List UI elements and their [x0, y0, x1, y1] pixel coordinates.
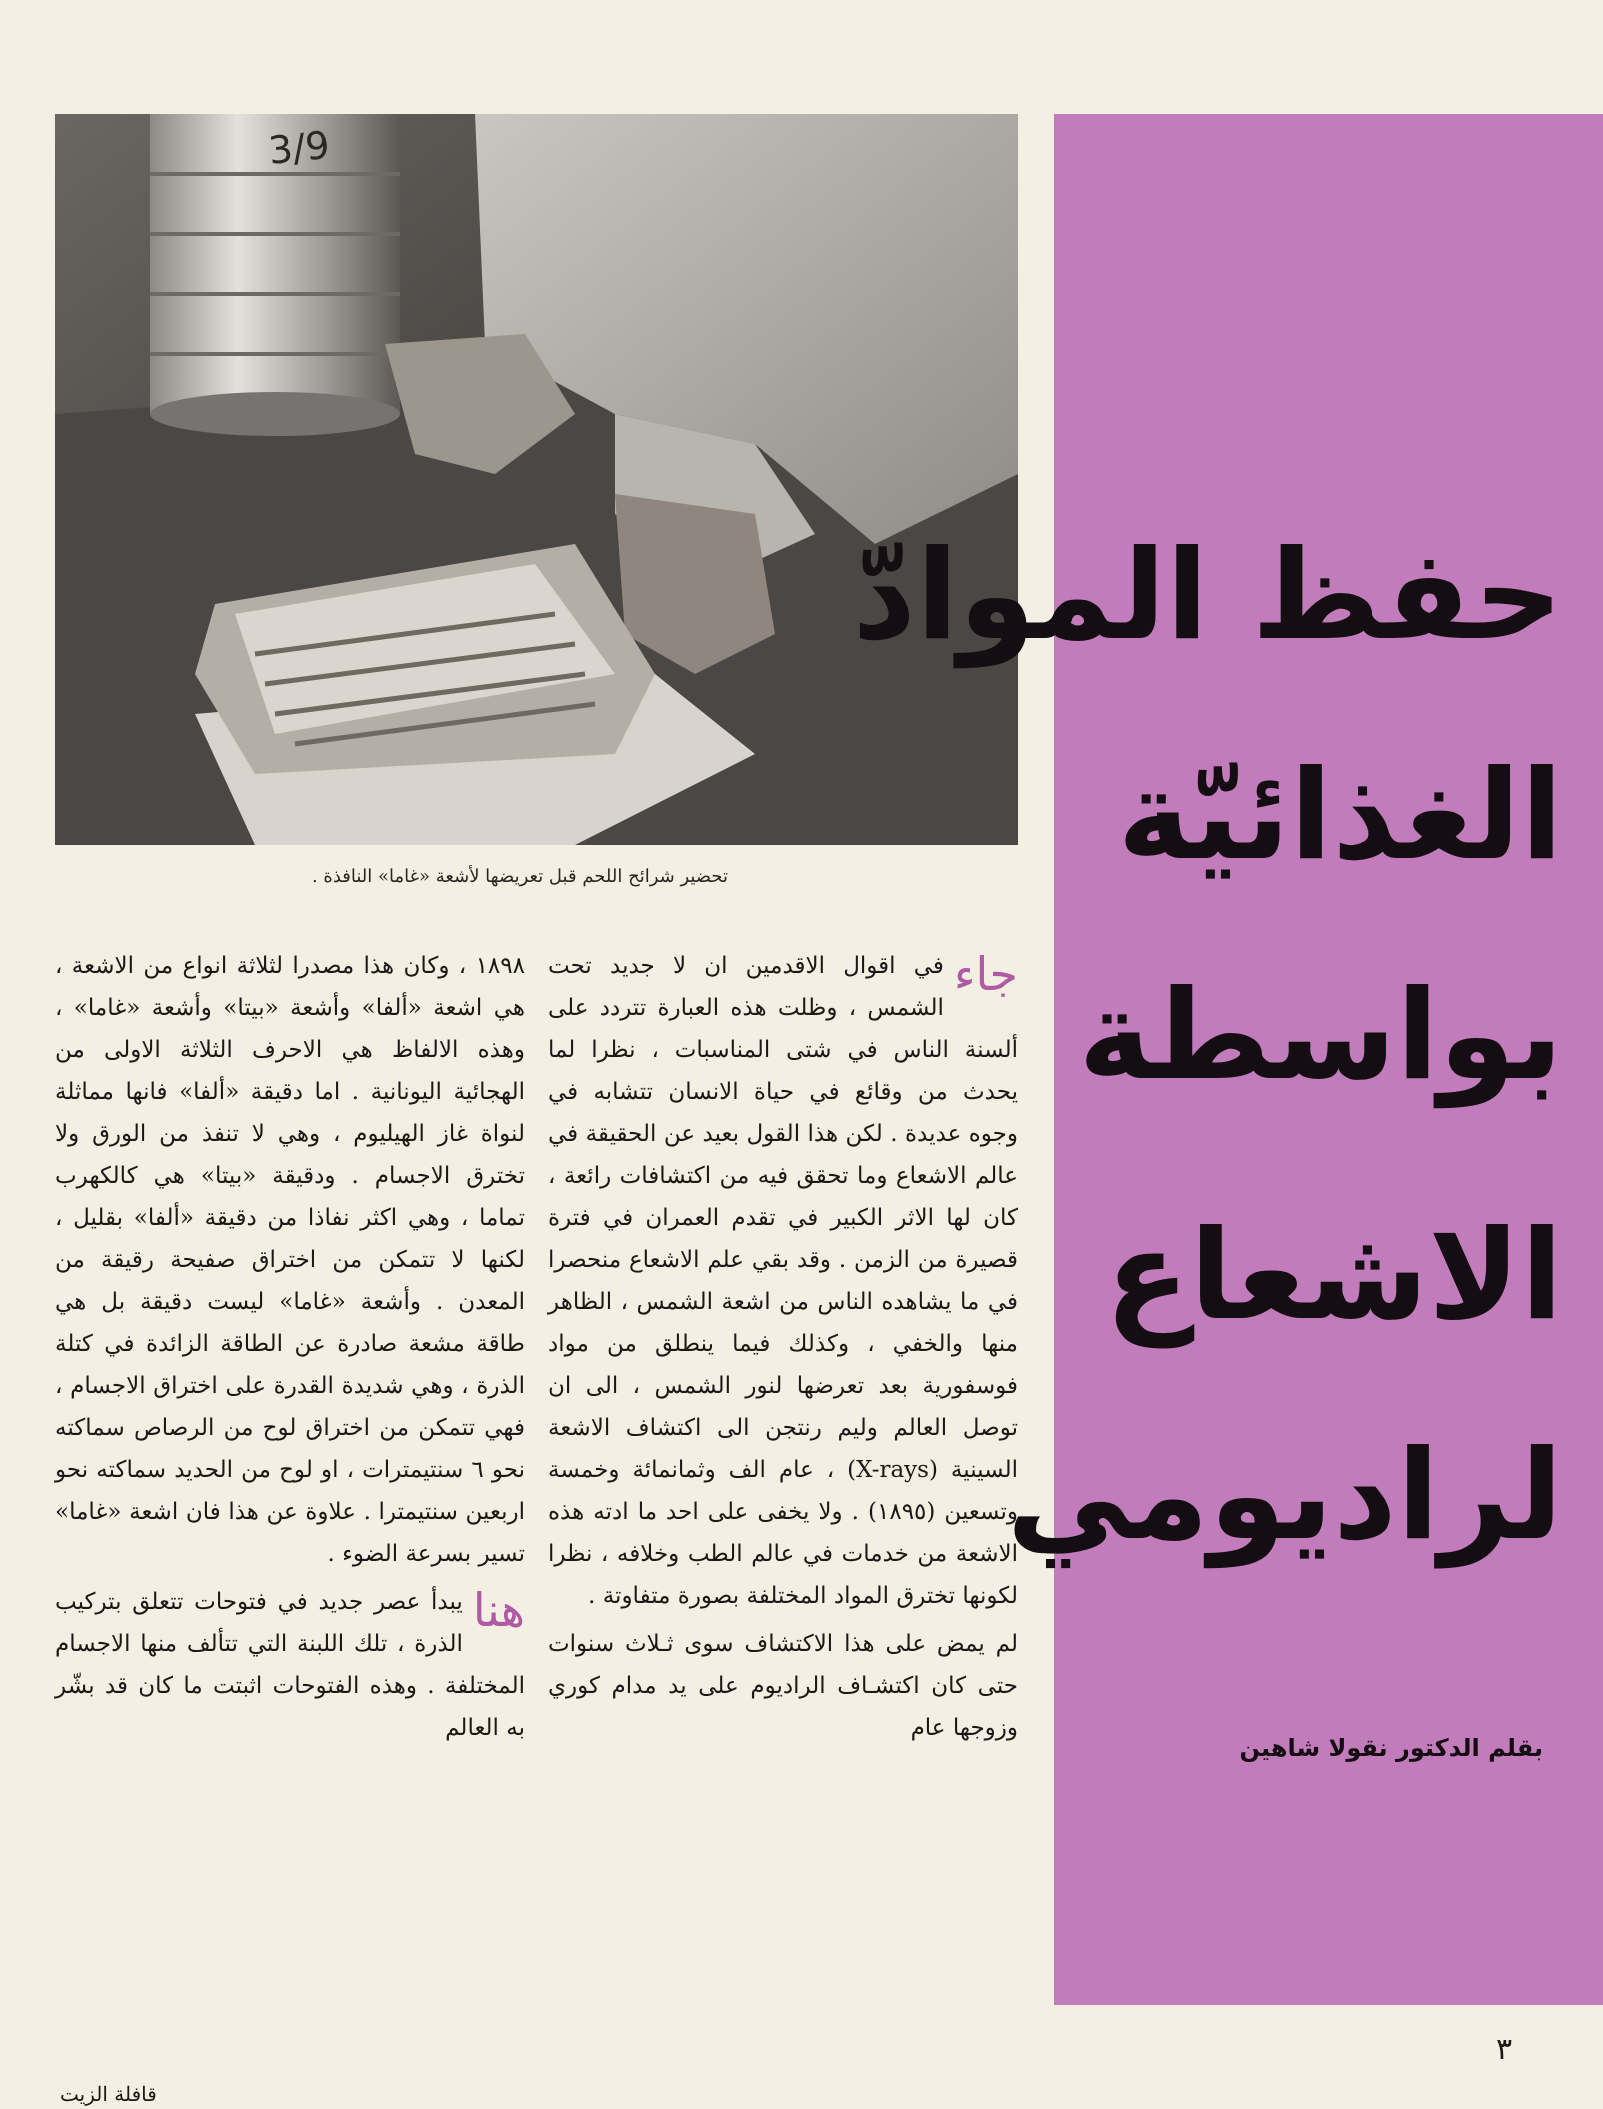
drop-word: هنا	[472, 1583, 525, 1637]
page-number: ٣	[1496, 2032, 1513, 2067]
author-byline: بقلم الدكتور نقولا شاهين	[1239, 1734, 1543, 1762]
publication-footer: قافلة الزيت	[60, 2082, 157, 2106]
article-title-line-1: حفظ الموادّ	[852, 524, 1563, 668]
paragraph-text: يبدأ عصر جديد في فتوحات تتعلق بتركيب الذرة ، تلك اللبنة التي تتألف منها الاجسام المختلفة . وهذه الفتوحات اثبتت ما كان قد بشّر به العالم	[55, 1589, 525, 1741]
text-column-left	[55, 945, 525, 1755]
text-column-right	[548, 945, 1018, 1755]
article-title-line-4: الاشعاع	[1104, 1204, 1563, 1348]
can-label: 3/9	[266, 122, 332, 173]
article-title-line-2: الغذائيّة	[1117, 744, 1563, 888]
article-title-line-5: لراديومي	[1006, 1424, 1563, 1568]
paragraph-text: ١٨٩٨ ، وكان هذا مصدرا لثلاثة انواع من الاشعة ، هي اشعة «ألفا» وأشعة «بيتا» وأشعة «غاما» ، وهذه الالفاظ هي الاحرف الثلاثة الاولى من الهجائية اليونانية . اما دقيقة «ألفا» فانها مماثلة لنواة غاز الهيليوم ، وهي لا تنفذ من الورق ولا تخترق الاجسام . ودقيقة «بيتا» هي كالكهرب تماما ، وهي اكثر نفاذا من دقيقة «ألفا» بقليل ، لكنها لا تتمكن من اختراق صفيحة رقيقة من المعدن . وأشعة «غاما» ليست دقيقة بل هي طاقة مشعة صادرة عن الطاقة الزائدة في كتلة الذرة ، وهي شديدة القدرة على اختراق الاجسام ، فهي تتمكن من اختراق لوح من الرصاص سماكته نحو ٦ سنتيمترات ، او لوح من الحديد سماكته نحو اربعين سنتيمترا . علاوة عن هذا فان اشعة «غاما» تسير بسرعة الضوء .	[55, 953, 525, 1567]
article-title-line-3: بواسطة	[1078, 964, 1563, 1108]
paragraph-text: لم يمض على هذا الاكتشاف سوى ثـلاث سنوات حتى كان اكتشـاف الراديوم على يد مدام كوري وزوجها عام	[548, 1631, 1018, 1741]
paragraph-text: في اقوال الاقدمين ان لا جديد تحت الشمس ، وظلت هذه العبارة تتردد على ألسنة الناس في شتى المناسبات ، نظرا لما يحدث من وقائع في حياة الانسان تتشابه في وجوه عديدة . لكن هذا القول بعيد عن الحقيقة في عالم الاشعاع وما تحقق فيه من اكتشافات رائعة ، كان لها الاثر الكبير في تقدم العمران في فترة قصيرة من الزمن . وقد بقي علم الاشعاع منحصرا في ما يشاهده الناس من اشعة الشمس ، الظاهر منها والخفي ، وكذلك فيما ينطلق من مواد فوسفورية بعد تعرضها لنور الشمس ، الى ان توصل العالم وليم رنتجن الى اكتشاف الاشعة السينية (X-rays) ، عام الف وثمانمائة وخمسة وتسعين (١٨٩٥) . ولا يخفى على احد ما ادته هذه الاشعة من خدمات في عالم الطب وخلافه ، نظرا لكونها تخترق المواد المختلفة بصورة متفاوتة .	[548, 953, 1019, 1609]
paragraph	[55, 1581, 525, 1749]
article-photo	[55, 114, 1018, 845]
paragraph	[548, 1623, 1018, 1749]
photo-caption: تحضير شرائح اللحم قبل تعريضها لأشعة «غاما» النافذة .	[311, 866, 729, 887]
drop-word: جاء	[953, 947, 1018, 1001]
paragraph	[55, 945, 525, 1575]
photo-illustration	[55, 114, 1018, 845]
paragraph	[548, 945, 1018, 1617]
